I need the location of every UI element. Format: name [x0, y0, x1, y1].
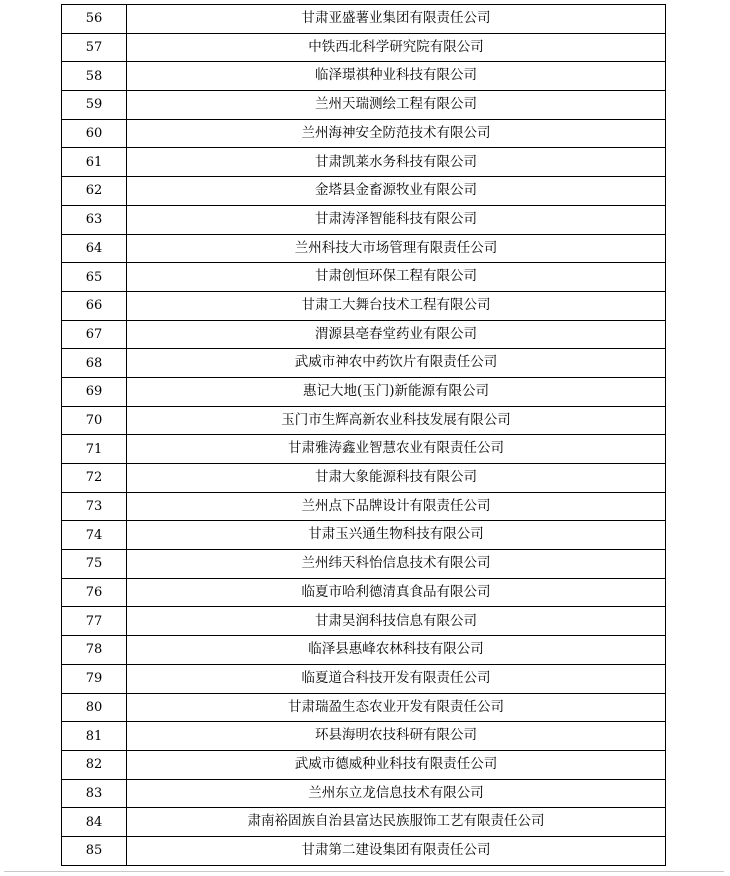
table-row	[62, 808, 666, 837]
row-number-cell: 85	[62, 836, 127, 865]
table-row	[62, 722, 666, 751]
company-name-cell: 中铁西北科学研究院有限公司	[127, 33, 666, 62]
table-body	[62, 5, 666, 866]
row-number-cell: 69	[62, 377, 127, 406]
table-row	[62, 664, 666, 693]
company-name-cell: 甘肃亚盛薯业集团有限责任公司	[127, 5, 666, 34]
row-number-cell: 66	[62, 291, 127, 320]
company-name-cell: 金塔县金畜源牧业有限公司	[127, 177, 666, 206]
row-number-cell: 81	[62, 722, 127, 751]
row-number-cell: 80	[62, 693, 127, 722]
row-number-cell: 61	[62, 148, 127, 177]
table-row	[62, 119, 666, 148]
company-name-cell: 环县海明农技科研有限公司	[127, 722, 666, 751]
table-row	[62, 234, 666, 263]
row-number-cell: 77	[62, 607, 127, 636]
company-name-cell: 武威市德威种业科技有限责任公司	[127, 750, 666, 779]
company-name-cell: 甘肃凯莱水务科技有限公司	[127, 148, 666, 177]
company-name-cell: 甘肃第二建设集团有限责任公司	[127, 836, 666, 865]
table-row	[62, 62, 666, 91]
row-number-cell: 68	[62, 349, 127, 378]
row-number-cell: 62	[62, 177, 127, 206]
table-row	[62, 464, 666, 493]
table-row	[62, 320, 666, 349]
row-number-cell: 84	[62, 808, 127, 837]
table-row	[62, 205, 666, 234]
company-name-cell: 甘肃创恒环保工程有限公司	[127, 263, 666, 292]
row-number-cell: 65	[62, 263, 127, 292]
company-name-cell: 武威市神农中药饮片有限责任公司	[127, 349, 666, 378]
table-row	[62, 377, 666, 406]
company-name-cell: 兰州点下品牌设计有限责任公司	[127, 492, 666, 521]
table-row	[62, 836, 666, 865]
company-name-cell: 兰州东立龙信息技术有限公司	[127, 779, 666, 808]
table-row	[62, 693, 666, 722]
row-number-cell: 73	[62, 492, 127, 521]
row-number-cell: 76	[62, 578, 127, 607]
company-list-table	[61, 4, 666, 866]
company-name-cell: 甘肃昊润科技信息有限公司	[127, 607, 666, 636]
row-number-cell: 75	[62, 550, 127, 579]
company-name-cell: 兰州纬天科怡信息技术有限公司	[127, 550, 666, 579]
row-number-cell: 78	[62, 636, 127, 665]
row-number-cell: 59	[62, 91, 127, 120]
table-row	[62, 349, 666, 378]
table-row	[62, 607, 666, 636]
table-row	[62, 521, 666, 550]
row-number-cell: 83	[62, 779, 127, 808]
table-row	[62, 148, 666, 177]
row-number-cell: 60	[62, 119, 127, 148]
company-name-cell: 甘肃玉兴通生物科技有限公司	[127, 521, 666, 550]
row-number-cell: 79	[62, 664, 127, 693]
company-name-cell: 肃南裕固族自治县富达民族服饰工艺有限责任公司	[127, 808, 666, 837]
row-number-cell: 74	[62, 521, 127, 550]
row-number-cell: 70	[62, 406, 127, 435]
company-name-cell: 惠记大地(玉门)新能源有限公司	[127, 377, 666, 406]
row-number-cell: 72	[62, 464, 127, 493]
company-name-cell: 甘肃瑞盈生态农业开发有限责任公司	[127, 693, 666, 722]
table-row	[62, 779, 666, 808]
table-row	[62, 91, 666, 120]
row-number-cell: 64	[62, 234, 127, 263]
table-row	[62, 636, 666, 665]
company-name-cell: 临夏道合科技开发有限责任公司	[127, 664, 666, 693]
company-name-cell: 临夏市哈利德清真食品有限公司	[127, 578, 666, 607]
table-row	[62, 291, 666, 320]
company-name-cell: 玉门市生辉高新农业科技发展有限公司	[127, 406, 666, 435]
company-name-cell: 渭源县亳春堂药业有限公司	[127, 320, 666, 349]
table-row	[62, 435, 666, 464]
company-name-cell: 临泽县惠峰农林科技有限公司	[127, 636, 666, 665]
company-name-cell: 兰州天瑞测绘工程有限公司	[127, 91, 666, 120]
table-row	[62, 406, 666, 435]
company-name-cell: 甘肃大象能源科技有限公司	[127, 464, 666, 493]
table-row	[62, 578, 666, 607]
company-name-cell: 甘肃雅涛鑫业智慧农业有限责任公司	[127, 435, 666, 464]
row-number-cell: 82	[62, 750, 127, 779]
company-name-cell: 兰州科技大市场管理有限责任公司	[127, 234, 666, 263]
row-number-cell: 63	[62, 205, 127, 234]
company-name-cell: 甘肃工大舞台技术工程有限公司	[127, 291, 666, 320]
row-number-cell: 58	[62, 62, 127, 91]
table-row	[62, 33, 666, 62]
row-number-cell: 71	[62, 435, 127, 464]
row-number-cell: 57	[62, 33, 127, 62]
table-row	[62, 177, 666, 206]
table-row	[62, 492, 666, 521]
page-bottom-rule	[4, 871, 724, 872]
company-name-cell: 临泽璟祺种业科技有限公司	[127, 62, 666, 91]
table-row	[62, 750, 666, 779]
row-number-cell: 67	[62, 320, 127, 349]
table-row	[62, 550, 666, 579]
row-number-cell: 56	[62, 5, 127, 34]
table-row	[62, 5, 666, 34]
table-row	[62, 263, 666, 292]
company-name-cell: 甘肃涛泽智能科技有限公司	[127, 205, 666, 234]
company-name-cell: 兰州海神安全防范技术有限公司	[127, 119, 666, 148]
